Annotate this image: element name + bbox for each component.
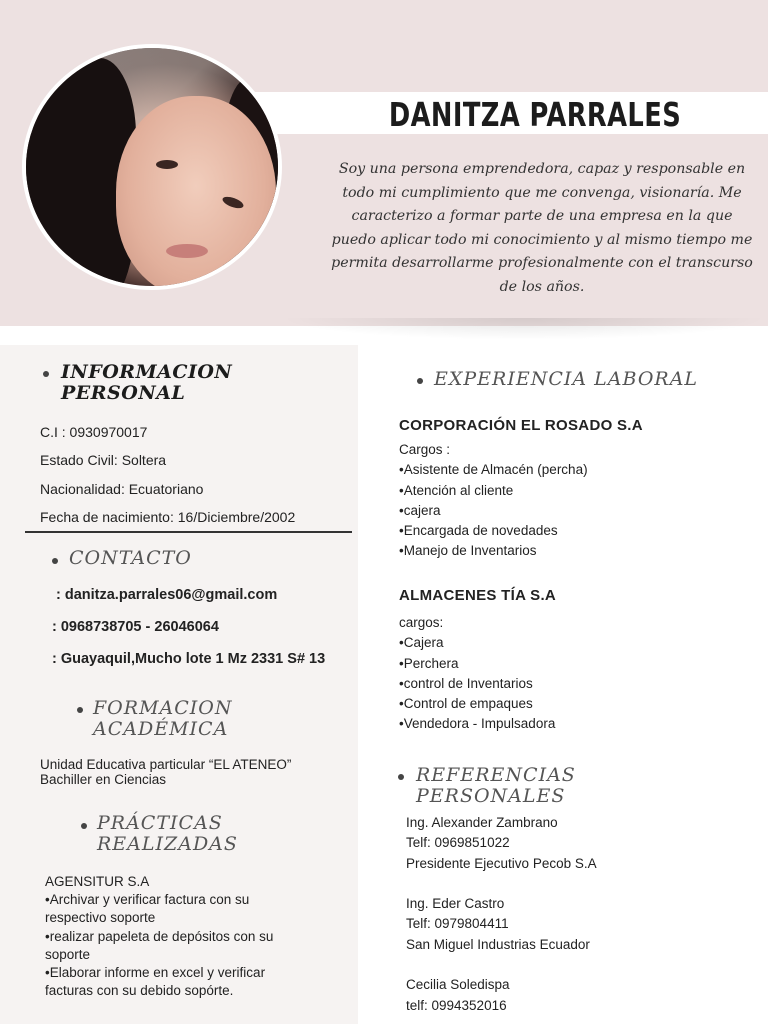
practices-title: PRÁCTICAS REALIZADAS [97, 812, 238, 855]
bullet [77, 707, 83, 713]
personal-info-title: INFORMACION PERSONAL [61, 361, 233, 404]
header-shadow [280, 318, 768, 340]
bullet [81, 823, 87, 829]
ci-text: C.I : 0930970017 [40, 424, 148, 440]
contact-phone: : 0968738705 - 26046064 [52, 619, 219, 635]
civil-status-text: Estado Civil: Soltera [40, 452, 167, 468]
references-list: Ing. Alexander Zambrano Telf: 0969851022 Presidente Ejecutivo Pecob S.A Ing. Eder Castro Telf: 0979804411 San Miguel Industrias Ecuador Cecilia Soledispa telf: 0994352016 [406, 815, 597, 1013]
bullet [52, 558, 58, 564]
contact-address: : Guayaquil,Mucho lote 1 Mz 2331 S# 13 [52, 651, 326, 667]
job2-roles: cargos: •Cajera •Perchera •control de Inventarios •Control de empaques •Vendedora - Impulsadora [399, 615, 556, 732]
candidate-name: DANITZA PARRALES [388, 95, 682, 134]
birth-date-text: Fecha de nacimiento: 16/Diciembre/2002 [40, 509, 296, 525]
bullet [398, 774, 404, 780]
job1-roles: Cargos : •Asistente de Almacén (percha) •Atención al cliente •cajera •Encargada de novedades •Manejo de Inventarios [399, 442, 588, 559]
profile-photo [22, 44, 282, 290]
references-title: REFERENCIAS PERSONALES [416, 764, 576, 807]
bullet [43, 371, 49, 377]
education-details: Unidad Educativa particular “EL ATENEO” Bachiller en Ciencias [40, 757, 292, 788]
contact-title: CONTACTO [69, 547, 192, 569]
profile-summary: Soy una persona emprendedora, capaz y responsable en todo mi cumplimiento que me convenga, visionaría. Me caracterizo a formar parte de una empresa en la que puedo aplicar todo mi conocimiento y al mismo tiempo me permita desarrollarme profesionalmente con el transcurso de los años. [331, 161, 753, 295]
experience-title: EXPERIENCIA LABORAL [434, 368, 699, 390]
practices-details: AGENSITUR S.A •Archivar y verificar factura con su respectivo soporte •realizar papeleta de depósitos con su soporte •Elaborar informe en excel y verificar facturas con su debido sopórte. [45, 874, 274, 999]
bullet [417, 378, 423, 384]
nationality-text: Nacionalidad: Ecuatoriano [40, 481, 204, 497]
contact-email: : danitza.parrales06@gmail.com [56, 587, 278, 603]
education-title: FORMACION ACADÉMICA [93, 697, 233, 740]
divider [25, 531, 352, 533]
job1-company: CORPORACIÓN EL ROSADO S.A [399, 417, 643, 434]
job2-company: ALMACENES TÍA S.A [399, 587, 557, 604]
